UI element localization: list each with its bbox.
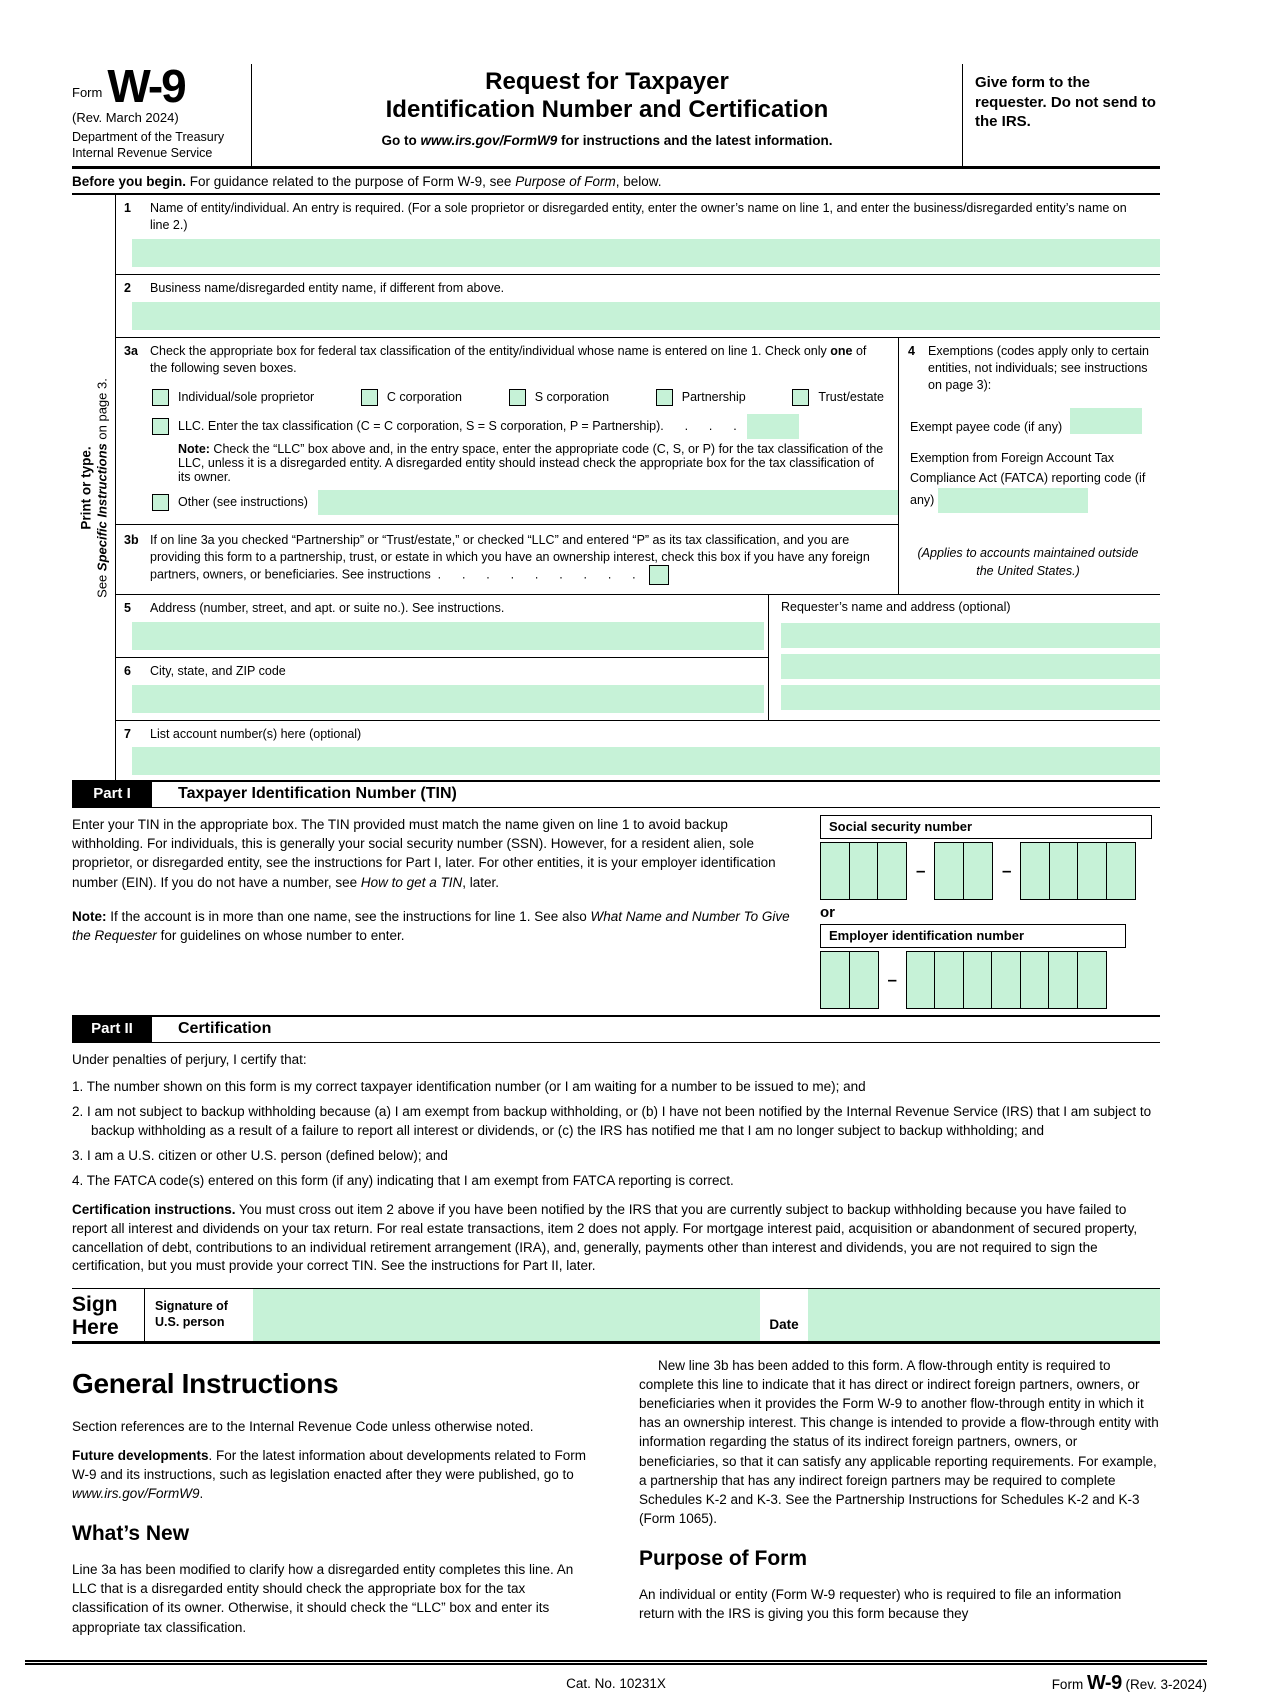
other-input[interactable] bbox=[318, 490, 898, 515]
footer-rule bbox=[25, 1660, 1207, 1665]
tax-classification-options bbox=[152, 389, 884, 406]
ssn-cell[interactable] bbox=[934, 842, 964, 900]
department-label: Department of the Treasury bbox=[72, 129, 225, 144]
section-references-paragraph: Section references are to the Internal Revenue Code unless otherwise noted. bbox=[72, 1418, 534, 1434]
date-input[interactable] bbox=[808, 1289, 1160, 1341]
account-numbers-input[interactable] bbox=[132, 747, 1160, 775]
purpose-paragraph: An individual or entity (Form W-9 requester) who is required to file an information return with the IRS is giving you this form because they bbox=[639, 1587, 1122, 1622]
llc-note: Note: Check the “LLC” box above and, in the entry space, enter the appropriate code (C, S, or P) for the tax classification of the LLC, unless it is a disregarded entity. A disregarded entity should instead check the appropriate box for the tax classification of its owner. bbox=[178, 441, 884, 484]
ein-label: Employer identification number bbox=[820, 924, 1126, 948]
city-state-zip-input[interactable] bbox=[132, 685, 764, 713]
ein-dash: – bbox=[887, 970, 897, 990]
requester-input-line1[interactable] bbox=[781, 623, 1160, 648]
requester-input-line2[interactable] bbox=[781, 654, 1160, 679]
option-other bbox=[152, 490, 898, 515]
whats-new-paragraph: Line 3a has been modified to clarify how a disregarded entity completes this line. An LLC that is a disregarded entity should check the appropriate box for the tax classification of its owner. Otherwise, it should check the “LLC” box and enter its appropriate tax classification. bbox=[72, 1562, 574, 1635]
checkbox-s-corporation[interactable] bbox=[509, 389, 526, 406]
other-label: Other (see instructions) bbox=[178, 495, 308, 510]
line3b-label: If on line 3a you checked “Partnership” or “Trust/estate,” or checked “LLC” and entered “P” as its tax classification, and you are providing this form to a partnership, trust, or estate in which you have an ownership interest, check this box if you have any foreign partners, owners, or beneficiaries. See instructions bbox=[150, 532, 870, 582]
ssn-cell[interactable] bbox=[1049, 842, 1079, 900]
general-instructions-heading: General Instructions bbox=[72, 1367, 339, 1399]
line3b-section bbox=[116, 524, 898, 595]
goto-instructions: Go to www.irs.gov/FormW9 for instructions and the latest information. bbox=[381, 133, 833, 149]
tin-instructions: Enter your TIN in the appropriate box. The TIN provided must match the name given on line 1 to avoid backup withholding. For individuals, this is generally your social security number (SSN). However, for a resident alien, sole proprietor, or disregarded entity, see the instructions for Part I, later. For other entities, it is your employer identification number (EIN). If you do not have a number, see How to get a TIN, later. bbox=[72, 817, 776, 890]
signature-input[interactable] bbox=[253, 1289, 760, 1341]
option-partnership bbox=[656, 389, 746, 406]
ssn-cell[interactable] bbox=[877, 842, 907, 900]
option-s-corporation bbox=[509, 389, 609, 406]
line5-section bbox=[116, 595, 768, 658]
option-c-corporation bbox=[361, 389, 462, 406]
certification-intro: Under penalties of perjury, I certify that: bbox=[72, 1052, 307, 1068]
option-trust-estate bbox=[792, 389, 884, 406]
line4-label: Exemptions (codes apply only to certain entities, not individuals; see instructions on page 3): bbox=[928, 343, 1149, 392]
line6-number: 6 bbox=[124, 664, 131, 679]
fatca-row bbox=[910, 448, 1152, 513]
certification-instructions: Certification instructions. You must cross out item 2 above if you have been notified by the IRS that you are currently subject to backup withholding because you have failed to report all interest and dividends on your tax return. For real estate transactions, item 2 does not apply. For mortgage interest paid, acquisition or abandonment of secured property, cancellation of debt, contributions to an individual retirement arrangement (IRA), and, generally, payments other than interest and dividends, you are not required to sign the certification, but you must provide your correct TIN. See the instructions for Part II, later. bbox=[72, 1202, 1138, 1274]
ein-cell[interactable] bbox=[1077, 951, 1107, 1009]
ssn-cell[interactable] bbox=[849, 842, 879, 900]
sign-here-row bbox=[72, 1288, 1160, 1344]
part2-header bbox=[72, 1015, 1160, 1043]
ein-cell[interactable] bbox=[934, 951, 964, 1009]
or-label: or bbox=[820, 904, 835, 922]
applies-note: (Applies to accounts maintained outside the United States.) bbox=[917, 546, 1139, 579]
checkbox-partnership[interactable] bbox=[656, 389, 673, 406]
line2-label: Business name/disregarded entity name, if different from above. bbox=[150, 281, 505, 296]
line3a-label: Check the appropriate box for federal tax classification of the entity/individual whose name is entered on line 1. Check only one of the following seven boxes. bbox=[150, 343, 867, 375]
option-label: Partnership bbox=[681, 390, 746, 405]
part2-badge: Part II bbox=[72, 1017, 152, 1042]
footer-line bbox=[25, 1672, 1207, 1698]
whats-new-heading: What’s New bbox=[72, 1522, 190, 1546]
ein-cell[interactable] bbox=[1020, 951, 1050, 1009]
line3b-dot-leader: . . . . . . . . . bbox=[430, 567, 636, 582]
name-input[interactable] bbox=[132, 239, 1160, 267]
line4-section bbox=[898, 338, 1160, 595]
llc-classification-input[interactable] bbox=[747, 414, 799, 439]
line5-line6-row bbox=[116, 595, 1160, 721]
certification-item-1: 1. The number shown on this form is my correct taxpayer identification number (or I am waiting for a number to be issued to me); and bbox=[72, 1079, 866, 1095]
date-label: Date bbox=[769, 1316, 799, 1332]
line6-section bbox=[116, 658, 768, 713]
certification-item-2: 2. I am not subject to backup withholding because (a) I am exempt from backup withholding, or (b) I have not been notified by the Internal Revenue Service (IRS) that I am subject to backup withholding as a result of a failure to report all interest or dividends, or (c) the IRS has notified me that I am no longer subject to backup withholding; and bbox=[72, 1104, 1152, 1138]
form-title-line2: Identification Number and Certification bbox=[385, 95, 829, 123]
line5-number: 5 bbox=[124, 601, 131, 616]
option-label: C corporation bbox=[386, 390, 462, 405]
line2-number: 2 bbox=[124, 281, 131, 296]
instructions-columns bbox=[72, 1344, 1160, 1647]
ein-cells bbox=[820, 951, 1160, 1009]
future-developments-paragraph: Future developments. For the latest information about developments related to Form W-9 and its instructions, such as legislation enacted after they were published, go to www.irs.gov/FormW9. bbox=[72, 1447, 586, 1502]
ssn-cell[interactable] bbox=[1106, 842, 1136, 900]
option-label: Individual/sole proprietor bbox=[178, 390, 315, 405]
instructions-right-column bbox=[639, 1356, 1160, 1647]
give-form-note: Give form to the requester. Do not send to the IRS. bbox=[962, 64, 1160, 166]
sign-here-label: Sign Here bbox=[72, 1292, 119, 1339]
option-label: Trust/estate bbox=[818, 390, 884, 405]
line3a-number: 3a bbox=[124, 343, 138, 358]
footer-form-reference: Form W-9 (Rev. 3-2024) bbox=[1051, 1671, 1207, 1694]
form-revision: (Rev. March 2024) bbox=[72, 109, 179, 125]
ssn-dash: – bbox=[916, 861, 926, 881]
signature-caption: Signature of U.S. person bbox=[155, 1298, 228, 1330]
line7-label: List account number(s) here (optional) bbox=[150, 727, 362, 742]
fatca-code-input[interactable] bbox=[938, 488, 1088, 513]
requester-input-line3[interactable] bbox=[781, 685, 1160, 710]
line1-number: 1 bbox=[124, 201, 131, 216]
ssn-label: Social security number bbox=[820, 815, 1152, 839]
form-id-block bbox=[72, 60, 252, 166]
part2-title: Certification bbox=[178, 1020, 272, 1038]
form-body bbox=[72, 195, 1160, 780]
llc-dot-leader: . . . . bbox=[660, 419, 737, 434]
print-or-type-label: Print or type. bbox=[78, 446, 93, 530]
ssn-cell[interactable] bbox=[820, 842, 850, 900]
business-name-input[interactable] bbox=[132, 302, 1160, 330]
fatca-label: Exemption from Foreign Account Tax Compliance Act (FATCA) reporting bbox=[910, 450, 1115, 485]
certification-item-3: 3. I am a U.S. citizen or other U.S. person (defined below); and bbox=[72, 1147, 448, 1163]
part1-body bbox=[72, 808, 1160, 1015]
checkbox-individual-sole-proprietor[interactable] bbox=[152, 389, 169, 406]
line4-number: 4 bbox=[908, 343, 915, 358]
address-input[interactable] bbox=[132, 622, 764, 650]
tin-note: Note: If the account is in more than one name, see the instructions for line 1. See also What Name and Number To Give the Requester for guidelines on whose number to enter. bbox=[72, 908, 790, 943]
form-number: W-9 bbox=[107, 60, 185, 112]
line3a-section bbox=[116, 338, 898, 524]
ein-cell[interactable] bbox=[849, 951, 879, 1009]
ein-cell[interactable] bbox=[906, 951, 936, 1009]
line6-label: City, state, and ZIP code bbox=[150, 664, 286, 679]
tin-entry-block bbox=[820, 815, 1160, 1009]
requester-label: Requester’s name and address (optional) bbox=[781, 600, 1011, 615]
ein-cell[interactable] bbox=[820, 951, 850, 1009]
instructions-left-column bbox=[72, 1356, 593, 1647]
ein-cell[interactable] bbox=[963, 951, 993, 1009]
checkbox-other[interactable] bbox=[152, 494, 169, 511]
print-or-type-sidebar bbox=[72, 195, 116, 780]
llc-label: LLC. Enter the tax classification (C = C corporation, S = S corporation, P = Partnership) bbox=[178, 419, 661, 434]
certification-item-4: 4. The FATCA code(s) entered on this form (if any) indicating that I am exempt from FATCA reporting is correct. bbox=[72, 1173, 734, 1189]
line3b-number: 3b bbox=[124, 532, 139, 547]
exempt-payee-label: Exempt payee code (if any) bbox=[910, 419, 1063, 434]
line7-section bbox=[116, 721, 1160, 780]
option-llc bbox=[152, 414, 884, 439]
option-label: S corporation bbox=[534, 390, 610, 405]
ein-cell[interactable] bbox=[991, 951, 1021, 1009]
line5-label: Address (number, street, and apt. or suite no.). See instructions. bbox=[150, 601, 505, 616]
form-title-line1: Request for Taxpayer bbox=[485, 68, 729, 95]
line3b-new-paragraph: New line 3b has been added to this form. A flow-through entity is required to complete this line to indicate that it has direct or indirect foreign partners, owners, or beneficiaries when it provides the Form W-9 to another flow-through entity in which it has an ownership interest. This change is intended to provide a flow-through entity with information regarding the status of its indirect foreign partners, owners, or beneficiaries, so that it can satisfy any applicable reporting requirements. For example, a partnership that has any indirect foreign partners may be required to complete Schedules K-2 and K-3. See the Partnership Instructions for Schedules K-2 and K-3 (Form 1065). bbox=[639, 1357, 1159, 1527]
ssn-cell[interactable] bbox=[1077, 842, 1107, 900]
line7-number: 7 bbox=[124, 727, 131, 742]
form-title-block bbox=[252, 64, 962, 166]
requester-section bbox=[768, 595, 1160, 720]
before-you-begin: Before you begin. For guidance related to the purpose of Form W-9, see Purpose of Form, below. bbox=[72, 169, 1160, 195]
certification-section bbox=[72, 1043, 1160, 1283]
part1-header bbox=[72, 780, 1160, 808]
exempt-payee-code-input[interactable] bbox=[1070, 408, 1142, 434]
checkbox-c-corporation[interactable] bbox=[361, 389, 378, 406]
ssn-dash: – bbox=[1001, 861, 1012, 881]
line2-row bbox=[116, 275, 1160, 338]
checkbox-llc[interactable] bbox=[152, 418, 169, 435]
part1-badge: Part I bbox=[72, 782, 152, 807]
ssn-cell[interactable] bbox=[963, 842, 993, 900]
checkbox-trust-estate[interactable] bbox=[792, 389, 809, 406]
form-word: Form bbox=[72, 84, 103, 100]
catalog-number: Cat. No. 10231X bbox=[566, 1675, 666, 1691]
ssn-cells bbox=[820, 842, 1160, 900]
fatca-label-2: code (if any) bbox=[910, 470, 1146, 507]
ssn-cell[interactable] bbox=[1020, 842, 1050, 900]
ein-cell[interactable] bbox=[1048, 951, 1078, 1009]
specific-instructions-label: See Specific Instructions on page 3. bbox=[94, 377, 109, 598]
agency-label: Internal Revenue Service bbox=[72, 146, 213, 161]
checkbox-3b-foreign-partners[interactable] bbox=[649, 565, 669, 585]
option-individual-sole-proprietor bbox=[152, 389, 314, 406]
line1-row bbox=[116, 195, 1160, 275]
part1-title: Taxpayer Identification Number (TIN) bbox=[178, 785, 457, 803]
purpose-of-form-heading: Purpose of Form bbox=[639, 1547, 808, 1571]
form-header bbox=[72, 60, 1160, 169]
line1-label: Name of entity/individual. An entry is required. (For a sole proprietor or disregarded entity, enter the owner’s name on line 1, and enter the business/disregarded entity’s name on line 2.) bbox=[150, 201, 1127, 233]
line3-line4-row bbox=[116, 338, 1160, 596]
exempt-payee-row bbox=[910, 408, 1160, 434]
